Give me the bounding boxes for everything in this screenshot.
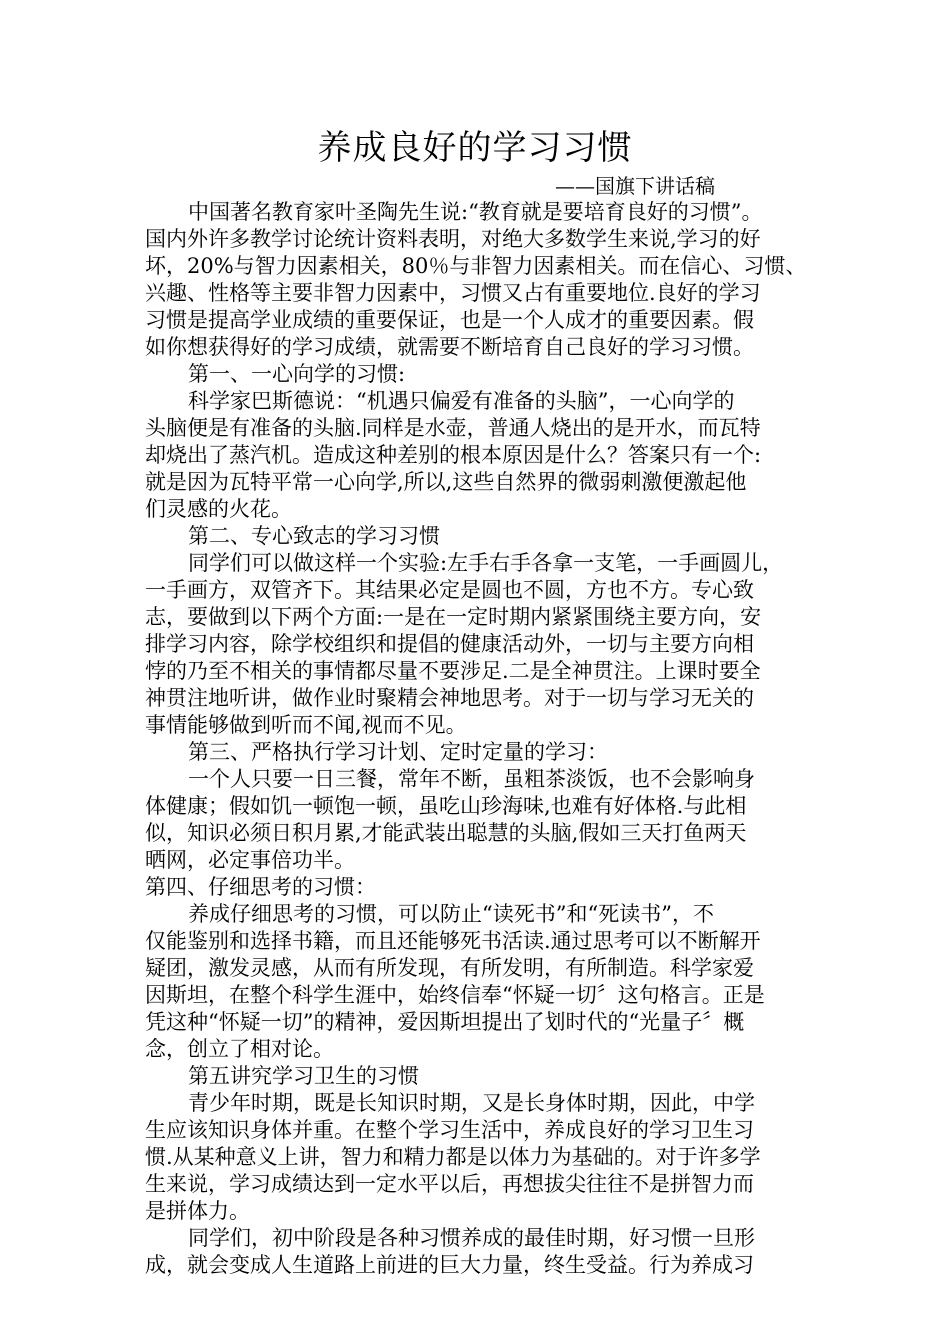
text-line: 兴趣、性格等主要非智力因素中，习惯又占有重要地位.良好的学习 [145, 281, 761, 305]
text-line: 仅能鉴别和选择书籍，而且还能够死书活读.通过思考可以不断解开 [145, 929, 761, 953]
text-line: 却烧出了蒸汽机。造成这种差别的根本原因是什么？答案只有一个: [145, 443, 762, 467]
text-line: 体健康；假如饥一顿饱一顿，虽吃山珍海味,也难有好体格.与此相 [145, 794, 747, 818]
section-heading: 第二、专心致志的学习习惯 [188, 524, 440, 548]
text-line: 同学们，初中阶段是各种习惯养成的最佳时期，好习惯一旦形 [188, 1226, 755, 1250]
section-heading: 第一、一心向学的习惯: [188, 362, 406, 386]
text-line: 一个人只要一日三餐，常年不断，虽粗茶淡饭，也不会影响身 [188, 767, 755, 791]
text-line: 生来说，学习成绩达到一定水平以后，再想拔尖往往不是拼智力而 [145, 1172, 754, 1196]
text-line: 事情能够做到听而不闻,视而不见。 [145, 713, 467, 737]
text-line: 凭这种“怀疑一切”的精神，爱因斯坦提出了划时代的“光量子〞概 [145, 1010, 745, 1034]
text-line: 排学习内容，除学校组织和提倡的健康活动外，一切与主要方向相 [145, 632, 754, 656]
text-line: 们灵感的火花。 [145, 497, 292, 521]
section-heading: 第三、严格执行学习计划、定时定量的学习： [188, 740, 608, 764]
text-line: 习惯是提高学业成绩的重要保证，也是一个人成才的重要因素。假 [145, 308, 754, 332]
document-subtitle: ——国旗下讲话稿 [555, 174, 715, 198]
text-line: 惯.从某种意义上讲，智力和精力都是以体力为基础的。对于许多学 [145, 1145, 761, 1169]
section-heading: 第五讲究学习卫生的习惯 [188, 1064, 419, 1088]
text-line: 青少年时期，既是长知识时期，又是长身体时期，因此，中学 [188, 1091, 755, 1115]
text-line: 中国著名教育家叶圣陶先生说:“教育就是要培育良好的习惯”。 [188, 200, 763, 224]
text-line: 悖的乃至不相关的事情都尽量不要涉足.二是全神贯注。上课时要全 [145, 659, 761, 683]
text-line: 成，就会变成人生道路上前进的巨大力量，终生受益。行为养成习 [145, 1253, 754, 1277]
text-line: 就是因为瓦特平常一心向学,所以,这些自然界的微弱刺激便激起他 [145, 470, 747, 494]
text-line: 生应该知识身体并重。在整个学习生活中，养成良好的学习卫生习 [145, 1118, 754, 1142]
document-body [145, 199, 825, 1279]
text-line: 晒网，必定事倍功半。 [145, 848, 355, 872]
text-line: 如你想获得好的学习成绩，就需要不断培育自己良好的学习习惯。 [145, 335, 754, 359]
text-line: 同学们可以做这样一个实验:左手右手各拿一支笔，一手画圆儿， [188, 551, 784, 575]
section-heading: 第四、仔细思考的习惯： [145, 875, 376, 899]
document-title: 养成良好的学习习惯 [317, 128, 633, 168]
text-line: 头脑便是有准备的头脑.同样是水壶，普通人烧出的是开水，而瓦特 [145, 416, 761, 440]
text-line: 是拼体力。 [145, 1199, 250, 1223]
text-line: 科学家巴斯德说：“机遇只偏爱有准备的头脑”，一心向学的 [188, 389, 735, 413]
text-line: 因斯坦，在整个科学生涯中，始终信奉“怀疑一切〞这句格言。正是 [145, 983, 765, 1007]
text-line: 志，要做到以下两个方面:一是在一定时期内紧紧围绕主要方向，安 [145, 605, 762, 629]
text-line: 似，知识必须日积月累,才能武装出聪慧的头脑,假如三天打鱼两天 [145, 821, 747, 845]
text-line: 疑团，激发灵感，从而有所发现，有所发明，有所制造。科学家爱 [145, 956, 754, 980]
text-line: 坏，20%与智力因素相关，80％与非智力因素相关。而在信心、习惯、 [145, 254, 807, 278]
text-line: 养成仔细思考的习惯，可以防止“读死书”和“死读书”，不 [188, 902, 714, 926]
text-line: 国内外许多教学讨论统计资料表明，对绝大多数学生来说,学习的好 [145, 227, 761, 251]
text-line: 念，创立了相对论。 [145, 1037, 334, 1061]
text-line: 神贯注地听讲，做作业时聚精会神地思考。对于一切与学习无关的 [145, 686, 754, 710]
text-line: 一手画方，双管齐下。其结果必定是圆也不圆，方也不方。专心致 [145, 578, 754, 602]
